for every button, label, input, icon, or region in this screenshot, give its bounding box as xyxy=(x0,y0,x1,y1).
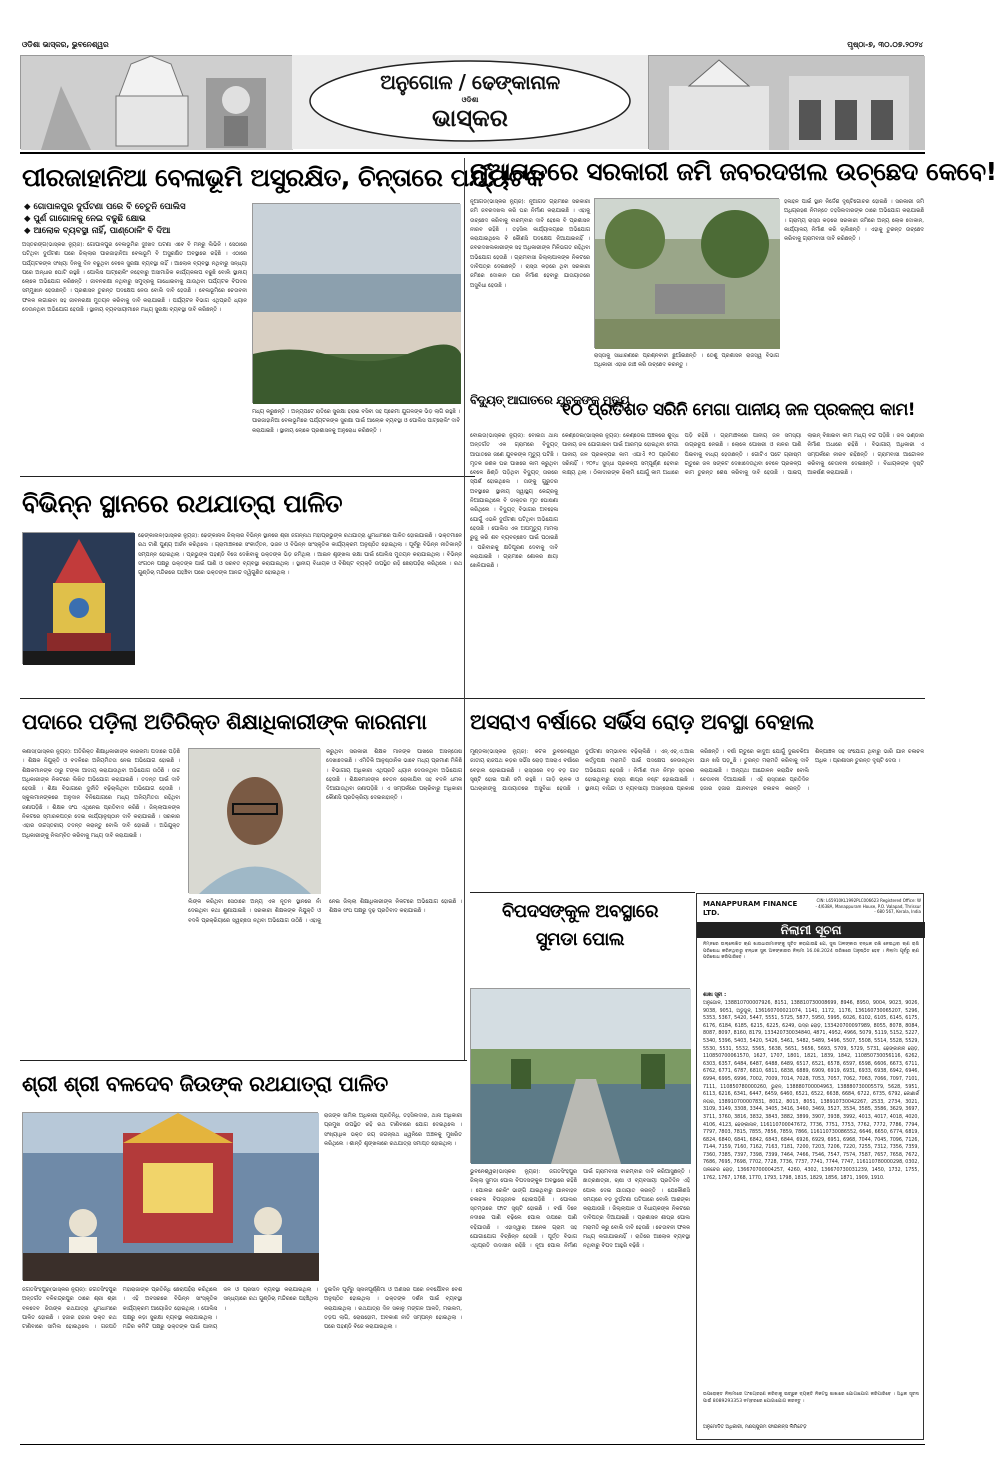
edition-label: ଓଡିଶା ଭାସ୍କର, ଭୁବନେଶ୍ୱର xyxy=(22,40,109,49)
temple-right-photo xyxy=(648,55,924,149)
electric-headline: ବିଦ୍ୟୁତ୍ ଆଘାତରେ ଯୁବକଙ୍କ ମୃତ୍ୟୁ xyxy=(470,393,630,407)
temple-left-photo xyxy=(20,55,292,149)
road-headline: ଅସରାଏ ବର୍ଷାରେ ସର୍ଭିସ ରୋଡ଼ ଅବସ୍ଥା ବେହାଲ xyxy=(470,710,814,734)
page-date: ପୃଷ୍ଠା-୭, ୩୦.୦୭.୨୦୨୪ xyxy=(847,40,923,49)
electric-body: ବୋଇତା(ଭାସ୍କର ନ୍ୟୁଜ): ବୋଇତା ଥାନା ଅନ୍ତର୍ଗତ ଏକ ଗ୍ରାମରେ ବିଦ୍ୟୁତ୍ ଆଘାତରେ ଜଣେ ଯୁବକଙ୍କ ମୃତ୍ୟୁ ଘଟିଛି । ମୃତକ ଜଣକ ଘର ପାଖରେ କାମ କରୁଥିବା ବେଳେ ଛିଣ୍ଡି ପଡ଼ିଥିବା ବିଦ୍ୟୁତ୍ ତାରରେ ସ୍ପର୍ଶ ହୋଇଥିଲେ । ତାଙ୍କୁ ଗୁରୁତର ଅବସ୍ଥାରେ ସ୍ଥାନୀୟ ସ୍ୱାସ୍ଥ୍ୟ କେନ୍ଦ୍ରକୁ ନିଆଯାଇଥିଲେ ବି ଡାକ୍ତର ମୃତ ଘୋଷଣା କରିଥିଲେ । ବିଦ୍ୟୁତ୍ ବିଭାଗର ଅବହେଳା ଯୋଗୁଁ ଏଭଳି ଦୁର୍ଘଟଣା ଘଟିଥିବା ଅଭିଯୋଗ ହେଉଛି । ପୋଲିସ ଏକ ଅପମୃତ୍ୟୁ ମାମଲା ରୁଜୁ କରି ଶବ ବ୍ୟବଚ୍ଛେଦ ପାଇଁ ପଠାଇଛି । ପରିବାରକୁ କ୍ଷତିପୂରଣ ଦେବାକୁ ଦାବି କରାଯାଇଛି । ଗ୍ରାମରେ ଶୋକର ଛାୟା ଖେଳିଯାଇଛି । xyxy=(470,433,558,570)
beach-headline: ପୀରଜାହାନିଆ ବେଳାଭୂମି ଅସୁରକ୍ଷିତ, ଚିନ୍ତାରେ ପର୍ଯ୍ୟଟକ xyxy=(22,163,544,192)
beach-photo xyxy=(252,203,460,403)
land-photo xyxy=(594,198,779,348)
rath-headline: ବିଭିନ୍ନ ସ୍ଥାନରେ ରଥଯାତ୍ରା ପାଳିତ xyxy=(22,489,343,518)
beach-bullets xyxy=(24,201,244,237)
notice-list-label: ଶାଖା ସୂଚୀ : xyxy=(703,992,727,998)
officer-body-lower: ଲିଙ୍କ କରିଥିବା ସେଠାରେ ଅନ୍ୟ ଏକ ନୂତନ ସ୍ଥାନରେ ନାଁ ଦେଇଥିବା କଥା ଶୁଣାଯାଇଛି । ସରକାରୀ ଶିକ୍ଷକଙ୍କ ନିଯୁକ୍ତି ଓ ବଦଳି ପ୍ରକ୍ରିୟାରେ ସ୍ୱଚ୍ଛତା ନଥିବା ଅଭିଯୋଗ ଉଠିଛି । ଏହାକୁ ନେଇ ଜିଲ୍ଲା ଶିକ୍ଷାଧିକାରୀଙ୍କ ନିକଟରେ ଅଭିଯୋଗ ହୋଇଛି । ଶିକ୍ଷକ ସଂଘ ପକ୍ଷରୁ ଦୃଢ଼ ପ୍ରତିବାଦ କରାଯାଇଛି । xyxy=(188,899,462,924)
baladev-headline: ଶ୍ରୀ ଶ୍ରୀ ବଳଦେବ ଜିଉଙ୍କ ରଥଯାତ୍ରା ପାଳିତ xyxy=(22,1072,388,1096)
notice-company: MANAPPURAM FINANCE LTD. xyxy=(703,900,798,917)
notice-signature: ଅନୁମୋଦିତ ଅଧିକାରୀ, ମଣପ୍ପୁରମ ଫାଇନାନ୍ସ ଲିମିଟେଡ଼ xyxy=(703,1425,807,1430)
notice-footer: ଉପରୋକ୍ତ ନିଲାମୀରେ ଅଂଶଗ୍ରହଣ କରିବାକୁ ଇଚ୍ଛୁକ ବ୍ୟକ୍ତି ନିକଟସ୍ଥ ଶାଖାରେ ଯୋଗାଯୋଗ କରିପାରିବେ । ଅଧିକ ସୂଚନା ପାଇଁ 8089293353 ନମ୍ବରରେ ଯୋଗାଯୋଗ କରନ୍ତୁ । xyxy=(703,1392,919,1404)
baladev-body-extra: ଦୁଇଦିନ ପୂର୍ବରୁ ସ୍ନାନପୂର୍ଣ୍ଣିମା ଓ ଅଣସର ପରେ ନବଯୌବନ ବେଶ ଅନୁଷ୍ଠିତ ହୋଇଥିଲା । ଭକ୍ତଙ୍କ ଦର୍ଶନ ପାଇଁ ବ୍ୟବସ୍ଥା କରାଯାଇଥିଲା । ରଥଯାତ୍ରା ଦିନ ସକାଳୁ ମଙ୍ଗଳ ଆଳତି, ମଇଲମ, ତଡ଼ପ ଲାଗି, ରୋଷହୋମ, ଅବକାଶ ନୀତି ସମ୍ପନ୍ନ ହୋଇଥିଲା । ପରେ ପହଣ୍ଡି ବିଜେ କରାଯାଇଥିଲା । xyxy=(324,1287,462,1331)
baladev-photo xyxy=(22,1112,318,1280)
bridge-headline xyxy=(470,898,690,954)
bridge-headline-line1: ବିପଦସଙ୍କୁଳ ଅବସ୍ଥାରେ xyxy=(501,901,659,922)
notice-address: CIN: L65910KL1992PLC006623 Registered Office: W - 4/638A, Manappuram House, P.O. Valapad, Thrissur - 680 567, Kerala, India xyxy=(815,898,921,914)
officer-photo xyxy=(188,748,320,893)
auction-notice xyxy=(696,893,924,1440)
notice-accounts: ଅନୁଗୋଳ, 138810700007926, 8151, 138810730008699, 8946, 8950, 9004, 9023, 9026, 9038, 9051, ଅଡୁଗୁଳ, 136160700021074, 1141, 1172, 1176, 136160730065207, 5296, 5353, 5367, 5420, 5447, 5551, 5725, 5877, 5950, 5995, 6026, 6102, 6105, 6145, 6175, 6176, 6184, 6185, 6215, 6225, 6249, ଭଦ୍ର ରୋଡ଼, 133420700097989, 8055, 8078, 8084, 8087, 8097, 8160, 8179, 133420730034840, 4871, 4952, 4966, 5079, 5119, 5152, 5227, 5340, 5396, 5403, 5420, 5426, 5461, 5482, 5489, 5496, 5507, 5508, 5514, 5528, 5529, 5530, 5531, 5532, 5565, 5638, 5651, 5656, 5693, 5709, 5729, 5731, ଢେଙ୍କାନାଳ ରୋଡ଼, 110850700061570, 1627, 1707, 1801, 1821, 1839, 1842, 110850730056116, 6262, 6303, 6357, 6484, 6487, 6488, 6489, 6517, 6521, 6578, 6597, 6598, 6606, 6673, 6711, 6762, 6771, 6787, 6810, 6811, 6838, 6889, 6909, 6919, 6931, 6933, 6938, 6942, 6946, 6994, 6995, 6996, 7002, 7009, 7014, 7028, 7053, 7057, 7062, 7063, 7066, 7097, 7101, 7111, 110850780000260, ଭୁବନ, 138880700004963, 138880730005579, 5628, 5951, 6113, 6216, 6341, 6447, 6459, 6460, 6521, 6522, 6638, 6684, 6722, 6735, 6792, କୋଣାର୍କ ନଗର, 138910700007831, 8012, 8013, 8051, 138910730042267, 2533, 2734, 3021, 3109, 3149, 3308, 3344, 3405, 3416, 3460, 3469, 3527, 3534, 3585, 3586, 3629, 3697, 3711, 3760, 3816, 3832, 3843, 3882, 3899, 3907, 3938, 3992, 4013, 4017, 4018, 4020, 4106, 4123, ଢେଙ୍କାନାଳ, 116110700047672, 7736, 7751, 7753, 7762, 7772, 7786, 7794, 7797, 7803, 7815, 7855, 7856, 7859, 7866, 116110730086552, 6646, 6650, 6774, 6819, 6824, 6840, 6841, 6842, 6843, 6844, 6926, 6929, 6951, 6968, 7044, 7045, 7096, 7126, 7144, 7159, 7160, 7162, 7163, 7181, 7200, 7203, 7206, 7220, 7255, 7312, 7356, 7359, 7360, 7385, 7397, 7398, 7399, 7464, 7466, 7546, 7547, 7574, 7587, 7657, 7658, 7672, 7686, 7695, 7698, 7702, 7728, 7736, 7737, 7741, 7744, 7747, 116110780000298, 0302, ତାଳଚେର ରୋଡ଼, 136670700004257, 4260, 4302, 136670730031239, 1450, 1732, 1755, 1762, 1767, 1768, 1770, 1793, 1798, 1815, 1829, 1856, 1871, 1909, 1910. xyxy=(703,1001,919,1181)
land-headline: ନୂଆଗଡରେ ସରକାରୀ ଜମି ଜବରଦଖଲ ଉଚ୍ଛେଦ କେବେ! xyxy=(470,157,997,186)
bridge-photo xyxy=(470,988,690,1163)
beach-bullet: ◆ ଆଲୋକ ବ୍ୟବସ୍ଥା ନାହିଁ, ପାଣ୍ଠୋଳିଂ ବି ଦିଆ xyxy=(24,226,171,236)
officer-body-mid: କରୁଥିବା ସରକାରୀ ଶିକ୍ଷକ ମାନଙ୍କ ପାଖରେ ଅସନ୍ତୋଷ ଦେଖାଦେଇଛି । ଏମିତିକି ଆନୁଷ୍ଠାନିକ ଭାବେ ମଧ୍ୟ ପ୍ରମାଣ ମିଳିଛି । ବିଭାଗୀୟ ଅଧିକାରୀ ଏଥିପ୍ରତି ଧ୍ୟାନ ଦେଉନଥିବା ଅଭିଯୋଗ ହେଉଛି । ଶିକ୍ଷକମାନଙ୍କ ବେତନ ରୋକାଯିବା ସହ ବଦଳି ଧମକ ଦିଆଯାଉଥିବା ଜଣାପଡ଼ିଛି । ଏ ସମ୍ପର୍କରେ ପଚାରିବାରୁ ଅଧିକାରୀ କୌଣସି ପ୍ରତିକ୍ରିୟା ଦେଇନାହାନ୍ତି । xyxy=(326,749,462,802)
bridge-headline-line2: ସୁମଡା ପୋଲ xyxy=(535,929,625,950)
notice-intro: ନିମ୍ନରେ ଉଲ୍ଲେଖିତ ଋଣ ଖାତାଧାରୀମାନଙ୍କୁ ସୂଚିତ କରାଯାଉଛି ଯେ, ସୁନା ଅଳଙ୍କାର ବନ୍ଧକ ରଖି ନେଇଥିବା ଋଣ ରାଶି ପରିଶୋଧ କରିନଥିବାରୁ ବନ୍ଧକ ସୁନା ଅଳଙ୍କାରର ନିଲାମୀ 16.08.2024 ତାରିଖରେ ଅନୁଷ୍ଠିତ ହେବ । ନିଲାମୀ ପୂର୍ବରୁ ଋଣ ପରିଶୋଧ କରିପାରିବେ । xyxy=(703,942,919,960)
land-body-right: ହଳାହଳ ପାଇଁ ସ୍ଥାନ ନିର୍ଦ୍ଦେଶ ଦୃଷ୍ଟିଗୋଚର ହୋଇଛି । ସରକାରୀ ଜମି ଅଧିଗ୍ରହଣ ନିମନ୍ତେ ତହସିଲଦାରଙ୍କ ଠାରେ ଅଭିଯୋଗ କରାଯାଇଛି । ଗ୍ରାମ୍ୟ ରାସ୍ତା କଡ଼ରେ ସରକାରୀ ଜମିରେ ଅନ୍ୟ ଲୋକ ଦୋକାନ, କାର୍ଯ୍ୟାଳୟ ନିର୍ମାଣ କରି ଚାଲିଛନ୍ତି । ଏହାକୁ ତୁରନ୍ତ ଉଚ୍ଛେଦ କରିବାକୁ ଗ୍ରାମବାସୀ ଦାବି କରିଛନ୍ତି । xyxy=(784,199,924,243)
baladev-body-right: ରାଜଙ୍କ ସାମିଲ ଅଧିକାରୀ ପ୍ରତିନିଧି, ତହସିଲଦାର, ଥାନା ଅଧିକାରୀ ପ୍ରମୁଖ ଉପସ୍ଥିତ ରହି ରଥ ଟାଣିବାରେ ଯୋଗ ଦେଇଥିଲେ । ସଂଖ୍ୟାଧିକ ଭକ୍ତ ଜୟ ଜଗନ୍ନାଥ ଧ୍ୱନିରେ ଅଞ୍ଚଳକୁ ମୁଖରିତ କରିଥିଲେ । ଶାନ୍ତି ଶୃଙ୍ଖଳାରେ ରଥଯାତ୍ରା ସମାପ୍ତ ହୋଇଥିଲା । xyxy=(324,1113,462,1147)
baladev-body: ଜଗତସିଂହପୁର(ଭାସ୍କର ନ୍ୟୁଜ): ଜଗତସିଂହପୁର ଅନ୍ତର୍ଗତ ବଳିଚନ୍ଦ୍ରପୁର ଠାରେ ଶ୍ରୀ ଶ୍ରୀ ବଳଦେବ ଜିଉଙ୍କ ରଥଯାତ୍ରା ଧୁମଧାମରେ ପାଳିତ ହୋଇଛି । ହଜାର ହଜାର ଭକ୍ତ ରଥ ଟାଣିବାରେ ସାମିଲ ହୋଇଥିଲେ । ଗଜପତି ମହାରାଜାଙ୍କ ପ୍ରତିନିଧି ଛେରାପହଁରା କରିଥିଲେ । ଏହି ଅବସରରେ ବିଭିନ୍ନ ସାଂସ୍କୃତିକ କାର୍ଯ୍ୟକ୍ରମ ଆୟୋଜିତ ହୋଇଥିଲା । ପୋଲିସ ପକ୍ଷରୁ କଡ଼ା ସୁରକ୍ଷା ବ୍ୟବସ୍ଥା କରାଯାଇଥିଲା । ମନ୍ଦିର କମିଟି ପକ୍ଷରୁ ଭକ୍ତଙ୍କ ପାଇଁ ପାନୀୟ ଜଳ ଓ ପ୍ରସାଦ ବ୍ୟବସ୍ଥା କରାଯାଇଥିଲା । ସନ୍ଧ୍ୟାରେ ରଥ ଗୁଣ୍ଡିଚା ମନ୍ଦିରରେ ପହଞ୍ଚିଥିଲା । xyxy=(22,1287,318,1331)
paper-name-small: ଓଡିଶା xyxy=(461,96,479,104)
land-body: ନୂଆଗଡ(ଭାସ୍କର ନ୍ୟୁଜ): ନୂଆଗଡ ଗ୍ରାମରେ ସରକାରୀ ଜମି ଜବରଦଖଲ କରି ଘର ନିର୍ମାଣ କରାଯାଇଛି । ଏହାକୁ ଉଚ୍ଛେଦ କରିବାକୁ ବାରମ୍ବାର ଦାବି ହେଲେ ବି ପ୍ରଶାସନ ନୀରବ ରହିଛି । ତହସିଲ କାର୍ଯ୍ୟାଳୟରେ ଅଭିଯୋଗ କରାଯାଇଥିଲେ ବି କୌଣସି ପଦକ୍ଷେପ ନିଆଯାଇନାହିଁ । ଜବରଦଖଲକାରୀଙ୍କ ସହ ଅଧିକାରୀଙ୍କ ମିଳିଭଗତ ରହିଥିବା ଅଭିଯୋଗ ହେଉଛି । ଗ୍ରାମବାସୀ ଜିଲ୍ଲାପାଳଙ୍କ ନିକଟରେ ଦାବିପତ୍ର ଦେଇଛନ୍ତି । ରାସ୍ତା କଡ଼ରେ ଥିବା ସରକାରୀ ଜମିରେ ଦୋକାନ ଘର ନିର୍ମାଣ ହେବାରୁ ଯାତାୟାତରେ ଅସୁବିଧା ହେଉଛି । xyxy=(470,199,590,289)
road-body: ମୂଣ୍ଡଳୀ(ଭାସ୍କର ନ୍ୟୁଜ): କଟକ ଭୁବନେଶ୍ୱର ଜାତୀୟ ରାଜପଥ କଡ଼ର ସର୍ଭିସ ରୋଡ଼ ଅସରାଏ ବର୍ଷାରେ ବେହାଲ ହୋଇଯାଇଛି । ରାସ୍ତାରେ ବଡ଼ ବଡ଼ ଗାତ ସୃଷ୍ଟି ହୋଇ ପାଣି ଜମି ରହୁଛି । ଗାଡ଼ି ଚାଳକ ଓ ପଥଚାରୀଙ୍କୁ ଯାତାୟାତରେ ଅସୁବିଧା ହେଉଛି । ଦୁର୍ଘଟଣା ସମ୍ଭାବନା ବଢ଼ିଚାଲିଛି । ଏନ୍.ଏଚ୍.ଏ.ଆଇ କର୍ତ୍ତୃପକ୍ଷ ମରାମତି ପାଇଁ ପଦକ୍ଷେପ ନେଉନଥିବା ଅଭିଯୋଗ ହେଉଛି । ନିର୍ମାଣ ମାନ ନିମ୍ନ ସ୍ତରର ହୋଇଥିବାରୁ ରାସ୍ତା ଶୀଘ୍ର ନଷ୍ଟ ହୋଇଯାଇଛି । ସ୍ଥାନୀୟ ବାସିନ୍ଦା ଓ ବ୍ୟବସାୟୀ ଅସନ୍ତୋଷ ପ୍ରକାଶ କରିଛନ୍ତି । ବର୍ଷା ଋତୁରେ କାଦୁଅ ଯୋଗୁଁ ଦୁଇଚକିଆ ଯାନ ଖସି ପଡ଼ୁଛି । ତୁରନ୍ତ ମରାମତି କରିବାକୁ ଦାବି କରାଯାଇଛି । ଅନ୍ୟଥା ଆନ୍ଦୋଳନ କରାଯିବ ବୋଲି ଚେତାବନୀ ଦିଆଯାଇଛି । ଏହି ରାସ୍ତାରେ ପ୍ରତିଦିନ ହଜାର ହଜାର ଯାନବାହନ ଚଳାଚଳ କରନ୍ତି । ଶିଳ୍ପାଞ୍ଚଳ ସହ ସଂଯୋଗ ଥିବାରୁ ଭାରି ଯାନ ଚଳାଚଳ ଅଧିକ । ପ୍ରଶାସନ ତୁରନ୍ତ ଦୃଷ୍ଟି ଦେଉ । xyxy=(470,749,924,793)
beach-body: ଅସ୍ତରଙ୍ଗ(ଭାସ୍କର ନ୍ୟୁଜ): ଗୋପାଳପୁର ବେଳାଭୂମିର ଦୁଃଖଦ ଘଟଣା ଏବେ ବି ମନରୁ ଲିଭିନି । ସେଠାରେ ଘଟିଥିବା ଦୁର୍ଘଟଣା ପରେ ଜିଲ୍ଲାର ପୀରଜାହାନିଆ ବେଳାଭୂମି ବି ଅସୁରକ୍ଷିତ ଅବସ୍ଥାରେ ରହିଛି । ଏଠାରେ ପର୍ଯ୍ୟଟକଙ୍କ ସଂଖ୍ୟା ଦିନକୁ ଦିନ ବଢୁଥିବା ବେଳେ ସୁରକ୍ଷା ବ୍ୟବସ୍ଥା ନାହିଁ । ଆଲୋକ ବ୍ୟବସ୍ଥା ନଥିବାରୁ ସନ୍ଧ୍ୟା ପରେ ଅନ୍ଧାର ଘୋଟି ରହୁଛି । ପୋଲିସ ପାଟ୍ରୋଲିଂ ନହେବାରୁ ଅସାମାଜିକ କାର୍ଯ୍ୟକଳାପ ବଢୁଛି ବୋଲି ସ୍ଥାନୀୟ ଲୋକେ ଅଭିଯୋଗ କରିଛନ୍ତି । ଜୀବନରକ୍ଷୀ ନଥିବାରୁ ସମୁଦ୍ରକୁ ଗାଧୋଇବାକୁ ଯାଉଥିବା ପର୍ଯ୍ୟଟକ ବିପଦର ସମ୍ମୁଖୀନ ହେଉଛନ୍ତି । ପ୍ରଶାସନ ତୁରନ୍ତ ପଦକ୍ଷେପ ନେଉ ବୋଲି ଦାବି ହେଉଛି । ବେଳାଭୂମିରେ ଚେତାବନୀ ଫଳକ ଲଗାଇବା ସହ ଜୀବନରକ୍ଷୀ ମୁତୟନ କରିବାକୁ ଦାବି କରାଯାଇଛି । ପର୍ଯ୍ୟଟନ ବିଭାଗ ଏଥିପ୍ରତି ଧ୍ୟାନ ଦେଉନଥିବା ଅଭିଯୋଗ ହେଉଛି । ସ୍ଥାନୀୟ ବ୍ୟବସାୟୀମାନେ ମଧ୍ୟ ସୁରକ୍ଷା ବ୍ୟବସ୍ଥା ଦାବି କରିଛନ୍ତି । xyxy=(22,242,247,314)
land-caption: ରାସ୍ତାକୁ ସାଧାରଣରେ ପ୍ରଶ୍ନବାଚୀ ଛୁଆଁଇଛନ୍ତି । ତେଣୁ ପ୍ରଶାସନ ରାଜସ୍ୱ ବିଭାଗ ଅଧିକାରୀ ଏହାର ଜାଞ୍ଚ କରି ଉଚ୍ଛେଦ କରନ୍ତୁ । xyxy=(594,353,779,369)
water-body: କେଣ୍ଡେଇ(ଭାସ୍କର ନ୍ୟୁଜ): କେଣ୍ଡେଇ ଅଞ୍ଚଳରେ ଶୁଦ୍ଧ ପାନୀୟ ଜଳ ଯୋଗାଇବା ପାଇଁ ଆରମ୍ଭ ହୋଇଥିବା ମେଗା ପାନୀୟ ଜଳ ପ୍ରକଳ୍ପର କାମ ଏଯାଏଁ ୧୦ ପ୍ରତିଶତ ସରିନାହିଁ । ୨୦୨୪ ସୁଦ୍ଧା ପ୍ରକଳ୍ପ ସମ୍ପୂର୍ଣ୍ଣ ହେବାର ଲକ୍ଷ୍ୟ ଥିଲା । ଠିକାଦାରଙ୍କ ଢିଲାମି ଯୋଗୁଁ କାମ ଅଧାରେ ପଡ଼ି ରହିଛି । ଗ୍ରାମାଞ୍ଚଳରେ ପାନୀୟ ଜଳ ସମସ୍ୟା ଉଗ୍ରରୂପ ନେଇଛି । ଲୋକେ ପୋଖରୀ ଓ ନାଳର ପାଣି ପିଇବାକୁ ବାଧ୍ୟ ହେଉଛନ୍ତି । ଗୋଟିଏ ପଟେ ଗ୍ରୀଷ୍ମ ଋତୁରେ ଜଳ ସଙ୍କଟ ଦେଖାଦେଉଥିବା ବେଳେ ପ୍ରକଳ୍ପ କାମ ତୁରନ୍ତ ଶେଷ କରିବାକୁ ଦାବି ହେଉଛି । ପାଇପ୍ ଲାଇନ୍ ବିଛାଇବା କାମ ମଧ୍ୟ ବନ୍ଦ ପଡ଼ିଛି । ଜଳ ଭଣ୍ଡାର ନିର୍ମାଣ ଅଧାରେ ରହିଛି । ବିଭାଗୀୟ ଅଧିକାରୀ ଏ ସମ୍ପର୍କରେ ନୀରବ ରହିଛନ୍ତି । ଗ୍ରାମବାସୀ ଆନ୍ଦୋଳନ କରିବାକୁ ଚେତାବନୀ ଦେଇଛନ୍ତି । ବିଧାୟକଙ୍କ ଦୃଷ୍ଟି ଆକର୍ଷଣ କରାଯାଇଛି । xyxy=(562,433,924,477)
beach-bullet: ◆ ପୁର୍ଣ ଗାଗୋଳକୁ ନେଇ ବଢୁଛି କ୍ଷୋଭ xyxy=(24,214,146,224)
rath-photo xyxy=(22,532,134,664)
officer-headline: ପଦାରେ ପଡ଼ିଲା ଅତିରିକ୍ତ ଶିକ୍ଷାଧିକାରୀଙ୍କ କାରନାମା xyxy=(22,710,427,734)
paper-name: ଭାସ୍କର xyxy=(432,104,508,132)
officer-body: କଣାସ(ଭାସ୍କର ନ୍ୟୁଜ): ଅତିରିକ୍ତ ଶିକ୍ଷାଧିକାରୀଙ୍କ କାରନାମା ପଦାରେ ପଡ଼ିଛି । ଶିକ୍ଷକ ନିଯୁକ୍ତି ଓ ବଦଳିରେ ଅନିୟମିତତା ନେଇ ଅଭିଯୋଗ ହୋଇଛି । ଶିକ୍ଷକମାନଙ୍କ ଠାରୁ ଟଙ୍କା ଆଦାୟ କରାଯାଉଥିବା ଅଭିଯୋଗ ଉଠିଛି । ଉଚ୍ଚ ଅଧିକାରୀଙ୍କ ନିକଟରେ ଲିଖିତ ଅଭିଯୋଗ କରାଯାଇଛି । ତଦନ୍ତ ପାଇଁ ଦାବି ହେଉଛି । ଶିକ୍ଷା ବିଭାଗରେ ଦୁର୍ନୀତି ବଢ଼ିଚାଲିଥିବା ଅଭିଯୋଗ ହେଉଛି । ସ୍କୁଲମାନଙ୍କରେ ଅନୁଦାନ ବିନିଯୋଗରେ ମଧ୍ୟ ଅନିୟମିତତା ରହିଥିବା ଜଣାପଡ଼ିଛି । ଶିକ୍ଷକ ସଂଘ ଏଥିନେଇ ପ୍ରତିବାଦ କରିଛି । ଜିଲ୍ଲାପାଳଙ୍କ ନିକଟରେ ସ୍ମାରକପତ୍ର ଦେଇ କାର୍ଯ୍ୟାନୁଷ୍ଠାନ ଦାବି କରାଯାଇଛି । ସରକାର ଏହାର ଉଚ୍ଚସ୍ତରୀୟ ତଦନ୍ତ କରାନ୍ତୁ ବୋଲି ଦାବି ହୋଇଛି । ଅଭିଯୁକ୍ତ ଅଧିକାରୀଙ୍କୁ ନିଲମ୍ବିତ କରିବାକୁ ମଧ୍ୟ ଦାବି କରାଯାଇଛି । xyxy=(22,749,180,839)
water-headline: ୧୦ ପ୍ରତିଶତ ସରିନି ମେଗା ପାନୀୟ ଜଳ ପ୍ରକଳ୍ପ କାମ! xyxy=(562,400,916,420)
section-title: ଅନୁଗୋଳ / ଢେଙ୍କାନାଳ xyxy=(380,70,560,94)
notice-title: ନିଲାମୀ ସୂଚନା xyxy=(697,922,925,938)
beach-bullet: ◆ ଗୋପାଳପୁର ଦୁର୍ଘଟଣା ପରେ ବି ଚେତୁନି ପୋଲିସ xyxy=(24,202,186,212)
beach-caption: ମଧ୍ୟ କରୁଛନ୍ତି । ଅନ୍ୟପଟେ ରାତିରେ ସୁରକ୍ଷା ହରାଇ ବସିବା ସହ ପ୍ରେମୀ ଯୁଗଳଙ୍କ ଭିଡ଼ ଲାଗି ରହୁଛି । ପୀରଜାହାନିଆ ବେଳାଭୂମିରେ ପର୍ଯ୍ୟଟକଙ୍କ ସୁରକ୍ଷା ପାଇଁ ଆଲୋକ ବ୍ୟବସ୍ଥା ଓ ପୋଲିସ ପାଟ୍ରୋଲିଂ ଦାବି କରାଯାଇଛି । ସ୍ଥାନୀୟ ଲୋକେ ପ୍ରଶାସନକୁ ଅନୁରୋଧ କରିଛନ୍ତି । xyxy=(252,409,460,434)
rath-body: ଢେଙ୍କାନାଳ(ଭାସ୍କର ନ୍ୟୁଜ): ଢେଙ୍କାନାଳ ଜିଲ୍ଲାର ବିଭିନ୍ନ ସ୍ଥାନରେ ଶ୍ରୀ ଜଗନ୍ନାଥ ମହାପ୍ରଭୁଙ୍କ ରଥଯାତ୍ରା ଧୁମଧାମରେ ପାଳିତ ହୋଇଯାଇଛି । ଭକ୍ତମାନେ ରଥ ଟାଣି ପୁଣ୍ୟ ଅର୍ଜନ କରିଥିଲେ । ଗ୍ରାମାଞ୍ଚଳରେ ସଂକୀର୍ତ୍ତନ, ଭଜନ ଓ ବିଭିନ୍ନ ସାଂସ୍କୃତିକ କାର୍ଯ୍ୟକ୍ରମ ଅନୁଷ୍ଠିତ ହୋଇଥିଲା । ପୂର୍ବରୁ ବିଭିନ୍ନ ନୀତିକାନ୍ତି ସମ୍ପନ୍ନ ହୋଇଥିଲା । ପ୍ରଭୁଙ୍କ ପହଣ୍ଡି ବିଜେ ଦେଖିବାକୁ ଭକ୍ତଙ୍କ ଭିଡ଼ ଜମିଥିଲା । ଆଇନ ଶୃଙ୍ଖଳା ରକ୍ଷା ପାଇଁ ପୋଲିସ ମୁତୟନ କରାଯାଇଥିଲା । ବିଭିନ୍ନ ସଂଗଠନ ପକ୍ଷରୁ ଭକ୍ତଙ୍କ ପାଇଁ ପାଣି ଓ ସରବତ ବ୍ୟବସ୍ଥା କରାଯାଇଥିଲା । ସ୍ଥାନୀୟ ବିଧାୟକ ଓ ବିଶିଷ୍ଟ ବ୍ୟକ୍ତି ଉପସ୍ଥିତ ରହି ଛେରାପହଁରା କରିଥିଲେ । ରଥ ଗୁଣ୍ଡିଚା ମନ୍ଦିରରେ ପହଞ୍ଚିବା ପରେ ଭକ୍ତଙ୍କ ଆନନ୍ଦ ଦ୍ୱିଗୁଣିତ ହୋଇଥିଲା । xyxy=(138,533,462,577)
bridge-body: ଭୁବନେଶ୍ୱର(ଭାସ୍କର ନ୍ୟୁଜ): ଜଗତସିଂହପୁର ଜିଲ୍ଲା ସୁମଡା ପୋଲ ବିପଦସଙ୍କୁଳ ଅବସ୍ଥାରେ ରହିଛି । ପୋଲର ରେଲିଂ ଭାଙ୍ଗି ଯାଇଥିବାରୁ ଯାନବାହନ ଚଳାଚଳ ବିପଜ୍ଜନକ ହୋଇପଡ଼ିଛି । ପୋଲର ସ୍ତମ୍ଭରେ ଫାଟ ସୃଷ୍ଟି ହୋଇଛି । ବର୍ଷା ଦିନେ ନଦୀରେ ପାଣି ବଢ଼ିଲେ ପୋଲ ଉପରେ ପାଣି ବହିଯାଉଛି । ଏହାଦ୍ୱାରା ଅନେକ ଗ୍ରାମ ସହ ଯୋଗାଯୋଗ ବିଚ୍ଛିନ୍ନ ହେଉଛି । ପୂର୍ତ୍ତ ବିଭାଗ ଏଥିପ୍ରତି ଉଦାସୀନ ରହିଛି । ନୂଆ ପୋଲ ନିର୍ମାଣ ପାଇଁ ଗ୍ରାମବାସୀ ବାରମ୍ବାର ଦାବି କରିଆସୁଛନ୍ତି । ଛାତ୍ରଛାତ୍ରୀ, ଚାଷୀ ଓ ବ୍ୟବସାୟୀ ପ୍ରତିଦିନ ଏହି ପୋଲ ଦେଇ ଯାତାୟାତ କରନ୍ତି । ଯେକୌଣସି ସମୟରେ ବଡ଼ ଦୁର୍ଘଟଣା ଘଟିପାରେ ବୋଲି ଆଶଙ୍କା କରାଯାଉଛି । ଜିଲ୍ଲାପାଳ ଓ ବିଧାୟକଙ୍କ ନିକଟରେ ଦାବିପତ୍ର ଦିଆଯାଇଛି । ପ୍ରଶାସନ ଶୀଘ୍ର ପୋଲ ମରାମତି କରୁ ବୋଲି ଦାବି ହେଉଛି । ଚେତାବନୀ ଫଳକ ମଧ୍ୟ ଲଗାଯାଇନାହିଁ । ରାତିରେ ଆଲୋକ ବ୍ୟବସ୍ଥା ନଥିବାରୁ ବିପଦ ଆହୁରି ବଢ଼ିଛି । xyxy=(470,1169,690,1250)
